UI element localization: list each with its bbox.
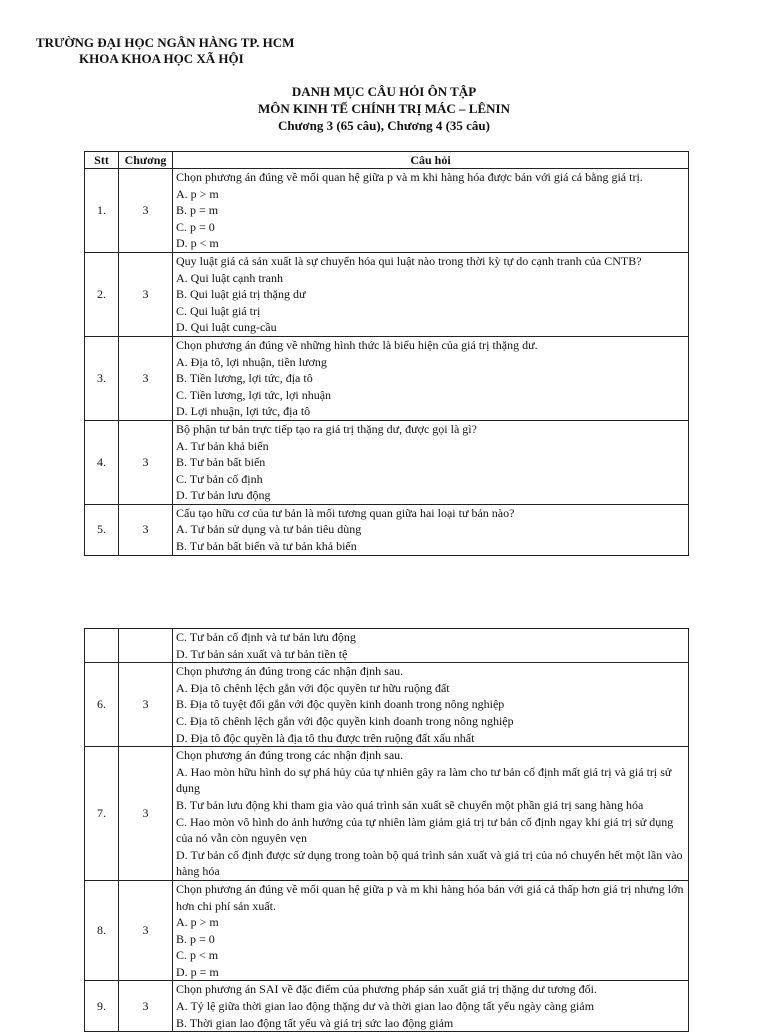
answer-option: A. Tỷ lệ giữa thời gian lao động thặng dư và thời gian lao động tất yếu ngày càng giảm (176, 999, 595, 1014)
question-content (173, 663, 689, 747)
question-row (85, 504, 689, 555)
answer-option: C. Địa tô chênh lệch gắn với độc quyền kinh doanh trong nông nghiệp (176, 713, 514, 728)
question-chapter: 3 (119, 336, 173, 420)
answer-option: B. Địa tô tuyệt đối gắn với độc quyền kinh doanh trong nông nghiệp (176, 697, 505, 712)
column-header-stt: Stt (85, 152, 119, 169)
question-table-page-1 (84, 151, 689, 556)
question-content (173, 981, 689, 1032)
answer-option: C. Tiền lương, lợi tức, lợi nhuận (176, 387, 332, 402)
question-number: 5. (85, 504, 119, 555)
question-number: 8. (85, 880, 119, 981)
answer-option: A. Địa tô chênh lệch gắn với độc quyền tư hữu ruộng đất (176, 680, 450, 695)
question-content (173, 504, 689, 555)
question-content (173, 336, 689, 420)
answer-option: D. Lợi nhuận, lợi tức, địa tô (176, 404, 311, 419)
answer-option: D. Tư bản cố định được sử dụng trong toàn bộ quá trình sản xuất và giá trị của nó chuyển hết một lần vào hàng hóa (176, 847, 683, 879)
question-number: 6. (85, 663, 119, 747)
answer-option: A. p > m (176, 915, 219, 930)
question-chapter: 3 (119, 420, 173, 504)
answer-option: C. p = 0 (176, 219, 215, 234)
document-title: DANH MỤC CÂU HỎI ÔN TẬP (291, 84, 477, 99)
question-row (85, 336, 689, 420)
question-content (173, 420, 689, 504)
question-text: Chọn phương án đúng trong các nhận định sau. (176, 664, 404, 679)
answer-option: B. Tư bản bất biến (176, 455, 266, 470)
question-chapter: 3 (119, 169, 173, 253)
question-row (85, 169, 689, 253)
question-text: Bộ phận tư bản trực tiếp tạo ra giá trị thặng dư, được gọi là gì? (176, 421, 477, 436)
column-header-chapter: Chương (119, 152, 173, 169)
answer-option: B. Tư bản lưu động khi tham gia vào quá trình sản xuất sẽ chuyển một phần giá trị sang hàng hóa (176, 797, 644, 812)
question-row (85, 629, 689, 663)
question-text: Chọn phương án đúng về mối quan hệ giữa p và m khi hàng hóa bán với giá cả thấp hơn giá trị nhưng lớn hơn chi phí sản xuất. (176, 881, 684, 913)
answer-option: D. p < m (176, 236, 219, 251)
question-row (85, 420, 689, 504)
question-number: 2. (85, 252, 119, 336)
answer-option: D. Địa tô độc quyền là địa tô thu được trên ruộng đất xấu nhất (176, 730, 475, 745)
column-header-question: Câu hỏi (173, 152, 689, 169)
question-text: Chọn phương án đúng về mối quan hệ giữa p và m khi hàng hóa được bán với giá cả bằng giá trị. (176, 170, 643, 184)
question-text: Cấu tạo hữu cơ của tư bản là mối tương quan giữa hai loại tư bản nào? (176, 505, 515, 520)
question-text: C. Tư bản cố định và tư bản lưu động (176, 630, 356, 644)
answer-option: D. Qui luật cung-cầu (176, 320, 277, 335)
answer-option: B. Tiền lương, lợi tức, địa tô (176, 371, 313, 386)
question-chapter: 3 (119, 252, 173, 336)
question-chapter: 3 (119, 880, 173, 981)
answer-option: A. Qui luật cạnh tranh (176, 270, 283, 285)
question-chapter: 3 (119, 504, 173, 555)
question-table-page-2 (84, 628, 689, 1032)
question-row (85, 252, 689, 336)
answer-option: C. p < m (176, 948, 219, 963)
answer-option: D. Tư bản lưu động (176, 488, 271, 503)
school-name: TRƯỜNG ĐẠI HỌC NGÂN HÀNG TP. HCM (36, 35, 295, 50)
question-content (173, 252, 689, 336)
table-header-row (85, 152, 689, 169)
answer-option: B. Qui luật giá trị thặng dư (176, 287, 306, 302)
answer-option: C. Tư bản cố định (176, 471, 263, 486)
question-number (85, 629, 119, 663)
answer-option: A. Tư bản khả biến (176, 438, 269, 453)
answer-option: C. Qui luật giá trị (176, 303, 261, 318)
answer-option: D. p = m (176, 964, 219, 979)
question-text: Chọn phương án đúng về những hình thức là biểu hiện của giá trị thặng dư. (176, 337, 538, 352)
question-content (173, 629, 689, 663)
question-text: Chọn phương án SAI về đặc điểm của phương pháp sản xuất giá trị thặng dư tương đối. (176, 982, 597, 997)
answer-option: A. p > m (176, 186, 219, 201)
question-row (85, 663, 689, 747)
question-content (173, 169, 689, 253)
subject-title: MÔN KINH TẾ CHÍNH TRỊ MÁC – LÊNIN (258, 101, 510, 116)
question-row (85, 747, 689, 881)
answer-option: B. p = m (176, 203, 219, 218)
question-chapter: 3 (119, 663, 173, 747)
question-chapter: 3 (119, 747, 173, 881)
question-text: Chọn phương án đúng trong các nhận định sau. (176, 748, 404, 763)
question-row (85, 880, 689, 981)
question-content (173, 880, 689, 981)
question-number: 9. (85, 981, 119, 1032)
question-chapter: 3 (119, 981, 173, 1032)
answer-option: A. Hao mòn hữu hình do sự phá hủy của tự nhiên gây ra làm cho tư bản cố định mất giá trị và giá trị sử dụng (176, 764, 672, 796)
answer-option: D. Tư bản sản xuất và tư bản tiền tệ (176, 646, 348, 661)
answer-option: B. p = 0 (176, 931, 215, 946)
question-chapter (119, 629, 173, 663)
answer-option: A. Địa tô, lợi nhuận, tiền lương (176, 354, 327, 369)
question-number: 1. (85, 169, 119, 253)
question-row (85, 981, 689, 1032)
answer-option: A. Tư bản sử dụng và tư bản tiêu dùng (176, 522, 362, 537)
answer-option: C. Hao mòn vô hình do ảnh hưởng của tự nhiên làm giảm giá trị tư bản cố định ngay khi giá trị sử dụng của nó vẫn còn nguyên vẹn (176, 814, 674, 846)
question-number: 3. (85, 336, 119, 420)
answer-option: B. Thời gian lao động tất yếu và giá trị sức lao động giảm (176, 1015, 454, 1030)
question-content (173, 747, 689, 881)
question-number: 7. (85, 747, 119, 881)
question-number: 4. (85, 420, 119, 504)
answer-option: B. Tư bản bất biến và tư bản khả biến (176, 539, 357, 554)
faculty-name: KHOA KHOA HỌC XÃ HỘI (79, 51, 244, 66)
chapter-summary: Chương 3 (65 câu), Chương 4 (35 câu) (277, 118, 490, 133)
question-text: Quy luật giá cả sản xuất là sự chuyển hóa qui luật nào trong thời kỳ tự do cạnh tranh của CNTB? (176, 253, 642, 268)
